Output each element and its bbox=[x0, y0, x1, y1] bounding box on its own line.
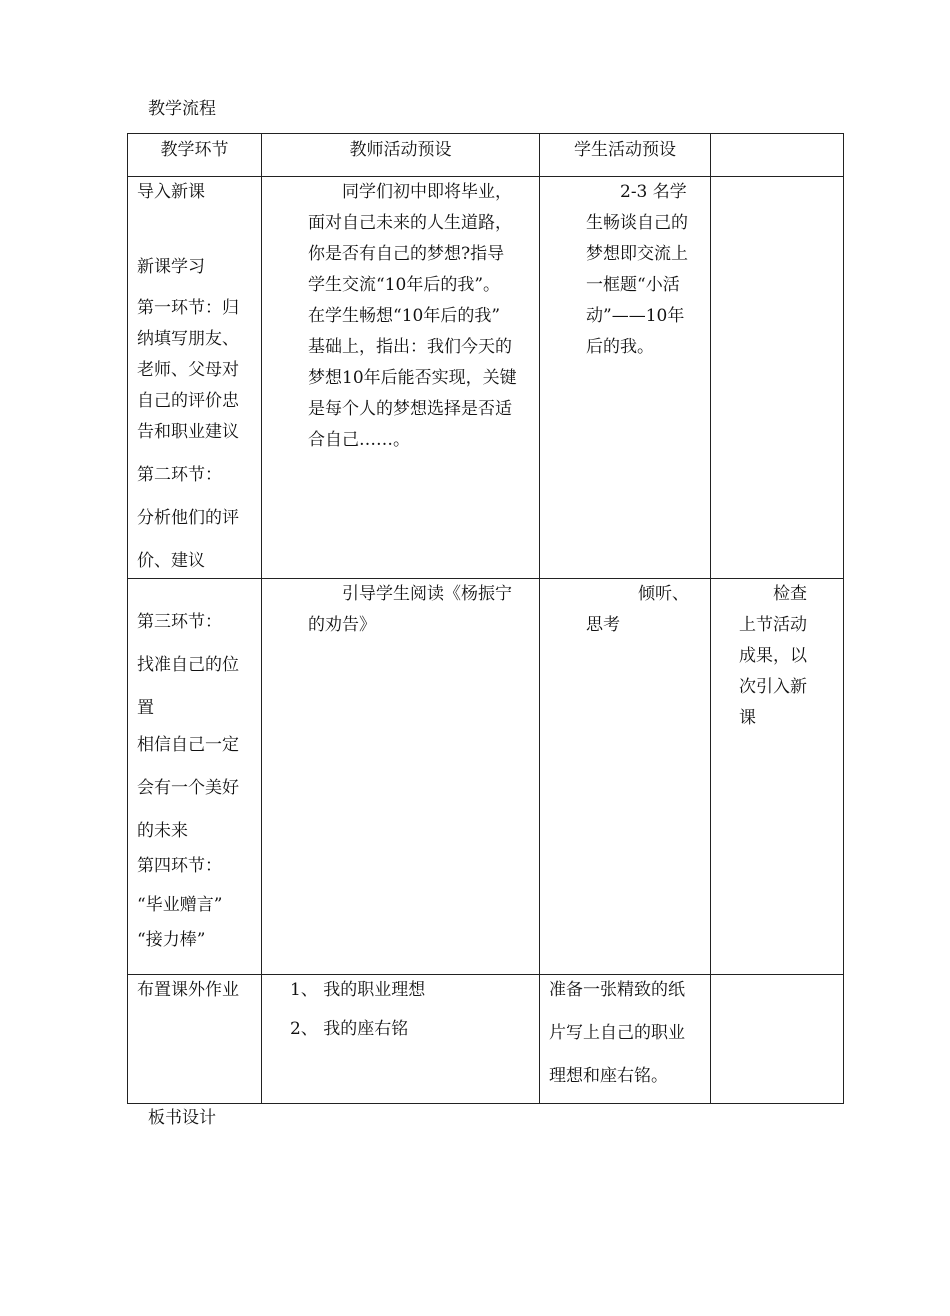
student-line: 生畅谈自己的 bbox=[586, 213, 688, 233]
stage-line: 分析他们的评 bbox=[137, 508, 239, 528]
column-header-student-activity: 学生活动预设 bbox=[540, 134, 711, 177]
stage-line: 的未来 bbox=[137, 821, 188, 841]
teacher-line: 在学生畅想“10年后的我” bbox=[308, 306, 501, 326]
stage-line: “毕业赠言” bbox=[137, 895, 223, 915]
note-line: 成果，以 bbox=[739, 646, 807, 666]
section-heading-teaching-flow: 教学流程 bbox=[148, 99, 216, 119]
student-line: 一框题“小活 bbox=[586, 275, 680, 295]
stage-line: 价、建议 bbox=[137, 551, 205, 571]
stage-line: 新课学习 bbox=[137, 257, 205, 277]
section-heading-board-design: 板书设计 bbox=[148, 1108, 216, 1128]
notes-cell bbox=[711, 975, 844, 1104]
column-header-notes bbox=[711, 134, 844, 177]
table-row bbox=[128, 975, 844, 1104]
stage-line: 找准自己的位 bbox=[137, 655, 239, 675]
student-line: 梦想即交流上 bbox=[586, 244, 688, 264]
teacher-line: 梦想10年后能否实现，关键 bbox=[308, 368, 517, 388]
teacher-line: 你是否有自己的梦想?指导 bbox=[308, 244, 505, 264]
student-line: 倾听、 bbox=[638, 584, 689, 604]
column-header-stage: 教学环节 bbox=[128, 134, 262, 177]
student-line: 理想和座右铭。 bbox=[549, 1066, 668, 1086]
table-header-row bbox=[128, 134, 844, 177]
stage-line: 相信自己一定 bbox=[137, 735, 239, 755]
student-line: 后的我。 bbox=[586, 337, 654, 357]
homework-item: 1、 我的职业理想 bbox=[290, 980, 426, 1000]
student-line: 片写上自己的职业 bbox=[549, 1023, 685, 1043]
stage-line: 第三环节： bbox=[137, 612, 222, 632]
teacher-line: 合自己……。 bbox=[308, 430, 410, 450]
teacher-line: 学生交流“10年后的我”。 bbox=[308, 275, 501, 295]
note-line: 课 bbox=[739, 708, 756, 728]
stage-line: 会有一个美好 bbox=[137, 778, 239, 798]
stage-line: 第二环节： bbox=[137, 465, 222, 485]
stage-cell bbox=[128, 975, 262, 1104]
teacher-activity-cell bbox=[262, 177, 540, 579]
stage-line: 纳填写朋友、 bbox=[137, 329, 239, 349]
student-activity-cell bbox=[540, 975, 711, 1104]
teacher-line: 引导学生阅读《杨振宁 bbox=[342, 584, 512, 604]
stage-cell bbox=[128, 177, 262, 579]
teacher-line: 同学们初中即将毕业， bbox=[342, 182, 512, 202]
lesson-plan-table bbox=[127, 133, 844, 1104]
student-line: 准备一张精致的纸 bbox=[549, 980, 685, 1000]
notes-cell bbox=[711, 177, 844, 579]
note-line: 次引入新 bbox=[739, 677, 807, 697]
table-row bbox=[128, 579, 844, 975]
student-line: 2-3 名学 bbox=[620, 182, 687, 202]
stage-line: 第四环节： bbox=[137, 856, 222, 876]
stage-line: 第一环节：归 bbox=[137, 298, 239, 318]
note-line: 上节活动 bbox=[739, 615, 807, 635]
student-line: 思考 bbox=[586, 615, 620, 635]
stage-line: 置 bbox=[137, 698, 154, 718]
student-line: 动”——10年 bbox=[586, 306, 685, 326]
note-line: 检查 bbox=[773, 584, 807, 604]
teacher-line: 面对自己未来的人生道路， bbox=[308, 213, 512, 233]
stage-line: 导入新课 bbox=[137, 182, 205, 202]
table-row bbox=[128, 177, 844, 579]
stage-line: 老师、父母对 bbox=[137, 360, 239, 380]
notes-cell bbox=[711, 579, 844, 975]
teacher-line: 的劝告》 bbox=[308, 615, 376, 635]
homework-item: 2、 我的座右铭 bbox=[290, 1019, 409, 1039]
teacher-activity-cell bbox=[262, 975, 540, 1104]
stage-line: 告和职业建议 bbox=[137, 422, 239, 442]
stage-line: 自己的评价忠 bbox=[137, 391, 239, 411]
column-header-teacher-activity: 教师活动预设 bbox=[262, 134, 540, 177]
student-activity-cell bbox=[540, 177, 711, 579]
student-activity-cell bbox=[540, 579, 711, 975]
stage-line: 布置课外作业 bbox=[137, 980, 239, 1000]
teacher-activity-cell bbox=[262, 579, 540, 975]
teacher-line: 基础上，指出：我们今天的 bbox=[308, 337, 512, 357]
stage-cell bbox=[128, 579, 262, 975]
teacher-line: 是每个人的梦想选择是否适 bbox=[308, 399, 512, 419]
stage-line: “接力棒” bbox=[137, 930, 206, 950]
